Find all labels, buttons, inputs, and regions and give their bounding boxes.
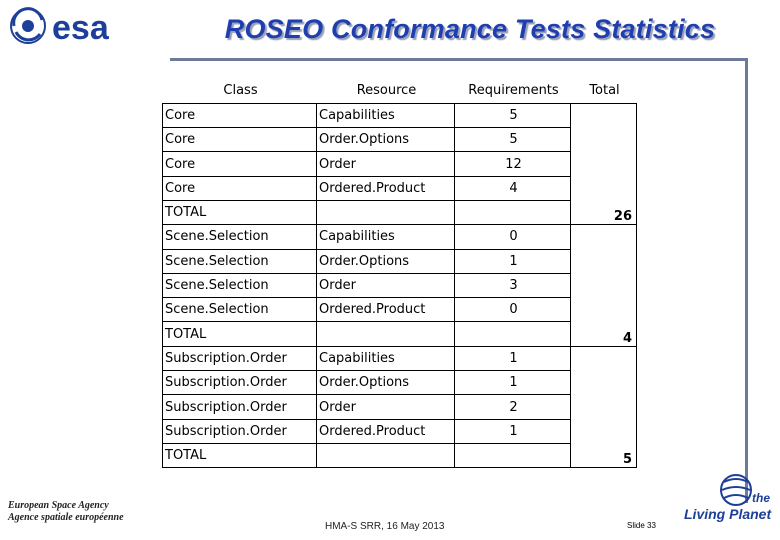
agency-name-fr: Agence spatiale européenne (8, 512, 124, 523)
esa-logo (8, 6, 148, 46)
cell-resource: Order (317, 273, 455, 297)
frame-line-top (170, 58, 748, 61)
cell-resource: Order (317, 152, 455, 176)
table-row (163, 249, 637, 273)
esa-emblem-icon (8, 6, 148, 46)
empty-cell (455, 443, 571, 467)
cell-requirements: 5 (455, 103, 571, 127)
cell-class: Core (163, 152, 317, 176)
living-planet-text: Living Planet (684, 506, 772, 522)
cell-resource: Order (317, 395, 455, 419)
cell-resource: Ordered.Product (317, 298, 455, 322)
slide-number: Slide 33 (627, 521, 656, 530)
table-row (163, 152, 637, 176)
table-row (163, 176, 637, 200)
total-label: TOTAL (163, 322, 317, 346)
cell-class: Core (163, 128, 317, 152)
total-row (163, 443, 637, 467)
cell-resource: Ordered.Product (317, 176, 455, 200)
cell-requirements: 1 (455, 346, 571, 370)
cell-total: 26 (571, 103, 637, 224)
cell-total: 4 (571, 225, 637, 346)
cell-resource: Capabilities (317, 346, 455, 370)
agency-logo (8, 500, 138, 524)
living-planet-logo (684, 468, 774, 528)
cell-class: Subscription.Order (163, 395, 317, 419)
table-header-row (163, 79, 637, 103)
table-row (163, 273, 637, 297)
cell-class: Subscription.Order (163, 419, 317, 443)
globe-icon (684, 468, 774, 508)
cell-class: Scene.Selection (163, 298, 317, 322)
cell-total: 5 (571, 346, 637, 467)
agency-name-en: European Space Agency (8, 500, 109, 511)
cell-requirements: 0 (455, 225, 571, 249)
cell-requirements: 12 (455, 152, 571, 176)
cell-class: Core (163, 176, 317, 200)
footer-text: HMA-S SRR, 16 May 2013 (325, 521, 445, 532)
empty-cell (455, 200, 571, 224)
table-row (163, 103, 637, 127)
cell-requirements: 1 (455, 419, 571, 443)
cell-requirements: 4 (455, 176, 571, 200)
conformance-table (162, 79, 637, 468)
total-row (163, 322, 637, 346)
cell-requirements: 2 (455, 395, 571, 419)
empty-cell (317, 443, 455, 467)
cell-requirements: 0 (455, 298, 571, 322)
cell-class: Scene.Selection (163, 249, 317, 273)
cell-resource: Capabilities (317, 103, 455, 127)
svg-text:the: the (752, 491, 770, 505)
table-row (163, 346, 637, 370)
cell-resource: Capabilities (317, 225, 455, 249)
header-total: Total (589, 83, 620, 99)
cell-class: Scene.Selection (163, 225, 317, 249)
header-requirements: Requirements (468, 83, 559, 99)
empty-cell (317, 200, 455, 224)
empty-cell (317, 322, 455, 346)
cell-resource: Order.Options (317, 249, 455, 273)
cell-class: Scene.Selection (163, 273, 317, 297)
cell-class: Core (163, 103, 317, 127)
header-class: Class (223, 83, 258, 99)
page-title: ROSEO Conformance Tests Statistics (224, 14, 716, 44)
cell-requirements: 1 (455, 249, 571, 273)
table-row (163, 298, 637, 322)
cell-class: Subscription.Order (163, 346, 317, 370)
header-resource: Resource (356, 83, 417, 99)
total-label: TOTAL (163, 200, 317, 224)
cell-requirements: 3 (455, 273, 571, 297)
table-row (163, 128, 637, 152)
table-row (163, 419, 637, 443)
cell-class: Subscription.Order (163, 371, 317, 395)
table-row (163, 395, 637, 419)
cell-requirements: 5 (455, 128, 571, 152)
table-row (163, 225, 637, 249)
cell-resource: Ordered.Product (317, 419, 455, 443)
table-row (163, 371, 637, 395)
total-row (163, 200, 637, 224)
cell-requirements: 1 (455, 371, 571, 395)
frame-line-right (745, 58, 748, 503)
cell-resource: Order.Options (317, 128, 455, 152)
cell-resource: Order.Options (317, 371, 455, 395)
empty-cell (455, 322, 571, 346)
total-label: TOTAL (163, 443, 317, 467)
svg-text:esa: esa (52, 9, 109, 46)
